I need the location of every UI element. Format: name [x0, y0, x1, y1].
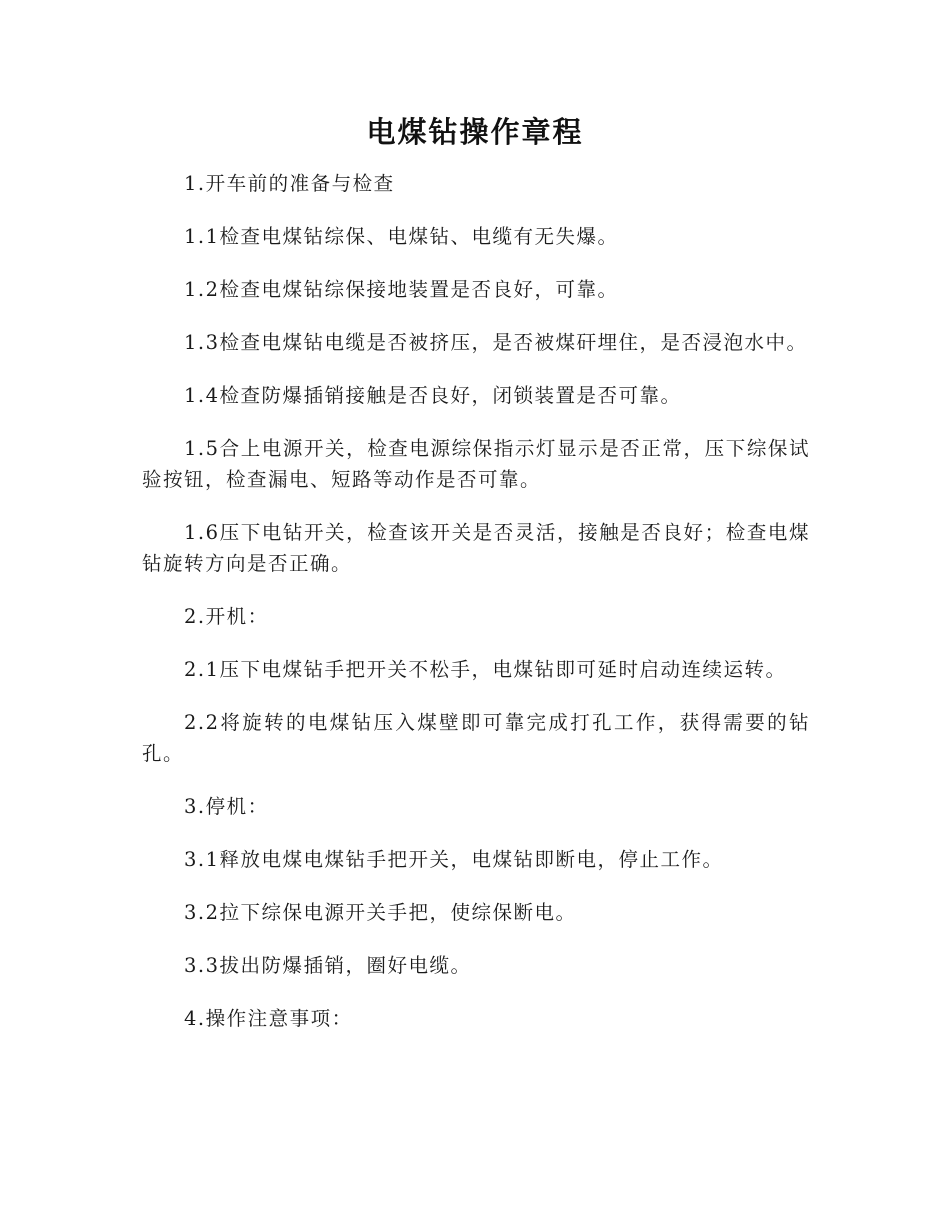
paragraph-1-4: 1.4检查防爆插销接触是否良好，闭锁装置是否可靠。 — [184, 384, 682, 407]
paragraph-2: 2.开机： — [184, 605, 269, 628]
document-title: 电煤钻操作章程 — [366, 115, 584, 149]
paragraph-3-2: 3.2拉下综保电源开关手把，使综保断电。 — [184, 901, 577, 924]
paragraph-1-2: 1.2检查电煤钻综保接地装置是否良好，可靠。 — [184, 278, 619, 301]
paragraph-2-2: 2.2将旋转的电煤钻压入煤壁即可靠完成打孔工作，获得需要的钻孔。 — [142, 711, 810, 765]
paragraph-1-3: 1.3检查电煤钻电缆是否被挤压，是否被煤矸埋住，是否浸泡水中。 — [184, 331, 808, 354]
paragraph-1: 1.开车前的准备与检查 — [184, 172, 395, 195]
paragraph-3: 3.停机： — [184, 795, 269, 818]
paragraph-4: 4.操作注意事项： — [184, 1007, 353, 1030]
paragraph-2-1: 2.1压下电煤钻手把开关不松手，电煤钻即可延时启动连续运转。 — [184, 658, 787, 681]
paragraph-1-6: 1.6压下电钻开关，检查该开关是否灵活，接触是否良好；检查电煤钻旋转方向是否正确。 — [142, 521, 810, 575]
document-body — [142, 168, 810, 1056]
paragraph-3-3: 3.3拔出防爆插销，圈好电缆。 — [184, 954, 472, 977]
paragraph-3-1: 3.1释放电煤电煤钻手把开关，电煤钻即断电，停止工作。 — [184, 848, 724, 871]
paragraph-1-1: 1.1检查电煤钻综保、电煤钻、电缆有无失爆。 — [184, 225, 619, 248]
paragraph-1-5: 1.5合上电源开关，检查电源综保指示灯显示是否正常，压下综保试验按钮，检查漏电、短路等动作是否可靠。 — [142, 437, 810, 491]
